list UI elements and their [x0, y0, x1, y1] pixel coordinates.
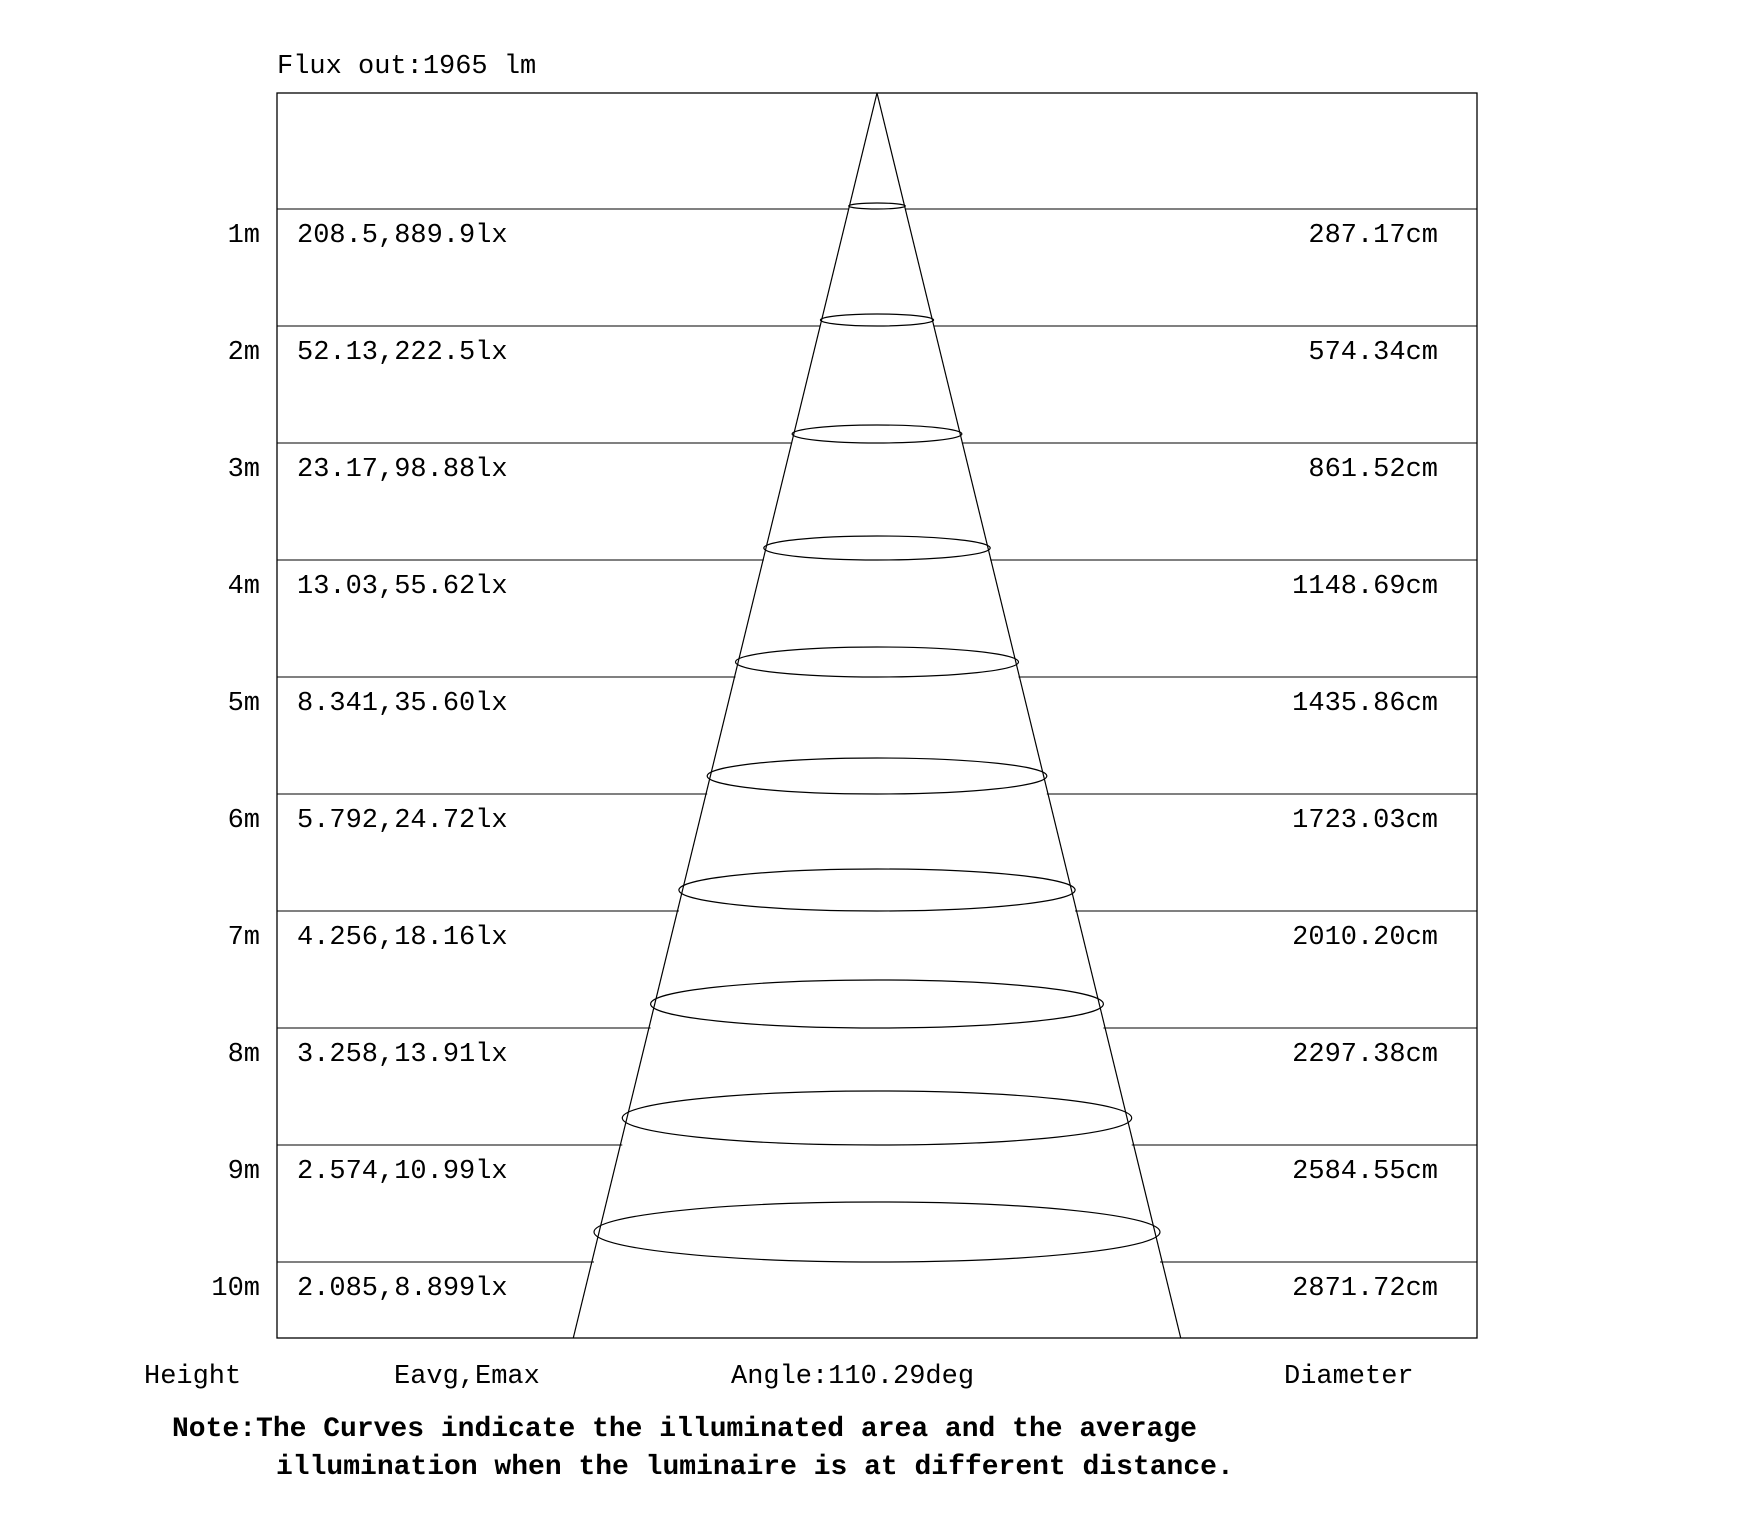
diameter-axis-label: Diameter	[1284, 1362, 1414, 1392]
row-labels	[211, 221, 1438, 1304]
beam-ellipse	[764, 536, 990, 560]
height-axis-label: Height	[144, 1362, 242, 1392]
row-illuminance-label: 2.574,10.99lx	[297, 1157, 508, 1187]
cone-left-edge	[573, 93, 877, 1338]
row-height-label: 10m	[211, 1274, 260, 1304]
row-height-label: 3m	[227, 455, 260, 485]
row-diameter-label: 2010.20cm	[1292, 923, 1438, 953]
beam-ellipse	[622, 1091, 1131, 1145]
row-illuminance-label: 4.256,18.16lx	[297, 923, 508, 953]
beam-ellipses	[594, 203, 1160, 1262]
row-illuminance-label: 8.341,35.60lx	[297, 689, 508, 719]
row-height-label: 2m	[227, 338, 260, 368]
row-diameter-label: 861.52cm	[1308, 455, 1438, 485]
row-illuminance-label: 52.13,222.5lx	[297, 338, 508, 368]
beam-ellipse	[849, 203, 906, 209]
row-illuminance-label: 13.03,55.62lx	[297, 572, 508, 602]
row-illuminance-label: 208.5,889.9lx	[297, 221, 508, 251]
cone-right-edge	[877, 93, 1181, 1338]
light-cone	[573, 93, 1180, 1338]
row-height-label: 4m	[227, 572, 260, 602]
row-diameter-label: 2871.72cm	[1292, 1274, 1438, 1304]
row-height-label: 5m	[227, 689, 260, 719]
beam-ellipse	[651, 980, 1104, 1028]
row-diameter-label: 1435.86cm	[1292, 689, 1438, 719]
beam-angle-label: Angle:110.29deg	[731, 1362, 975, 1392]
row-height-label: 8m	[227, 1040, 260, 1070]
beam-ellipse	[736, 647, 1019, 677]
beam-ellipse	[820, 314, 933, 326]
note-line-1: Note:The Curves indicate the illuminated area and the average	[172, 1414, 1197, 1445]
row-diameter-label: 287.17cm	[1308, 221, 1438, 251]
row-diameter-label: 2297.38cm	[1292, 1040, 1438, 1070]
beam-ellipse	[594, 1202, 1160, 1262]
row-illuminance-label: 3.258,13.91lx	[297, 1040, 508, 1070]
flux-out-label: Flux out:1965 lm	[277, 52, 537, 82]
row-diameter-label: 1723.03cm	[1292, 806, 1438, 836]
row-illuminance-label: 23.17,98.88lx	[297, 455, 508, 485]
beam-ellipse	[707, 758, 1047, 794]
note-line-2: illumination when the luminaire is at different distance.	[276, 1452, 1234, 1483]
beam-ellipse	[679, 869, 1075, 911]
row-diameter-label: 2584.55cm	[1292, 1157, 1438, 1187]
row-diameter-label: 1148.69cm	[1292, 572, 1438, 602]
row-diameter-label: 574.34cm	[1308, 338, 1438, 368]
row-illuminance-label: 2.085,8.899lx	[297, 1274, 508, 1304]
row-height-label: 6m	[227, 806, 260, 836]
illuminance-axis-label: Eavg,Emax	[394, 1362, 540, 1392]
beam-ellipse	[792, 425, 962, 443]
row-illuminance-label: 5.792,24.72lx	[297, 806, 508, 836]
row-height-label: 7m	[227, 923, 260, 953]
row-height-label: 9m	[227, 1157, 260, 1187]
row-height-label: 1m	[227, 221, 260, 251]
